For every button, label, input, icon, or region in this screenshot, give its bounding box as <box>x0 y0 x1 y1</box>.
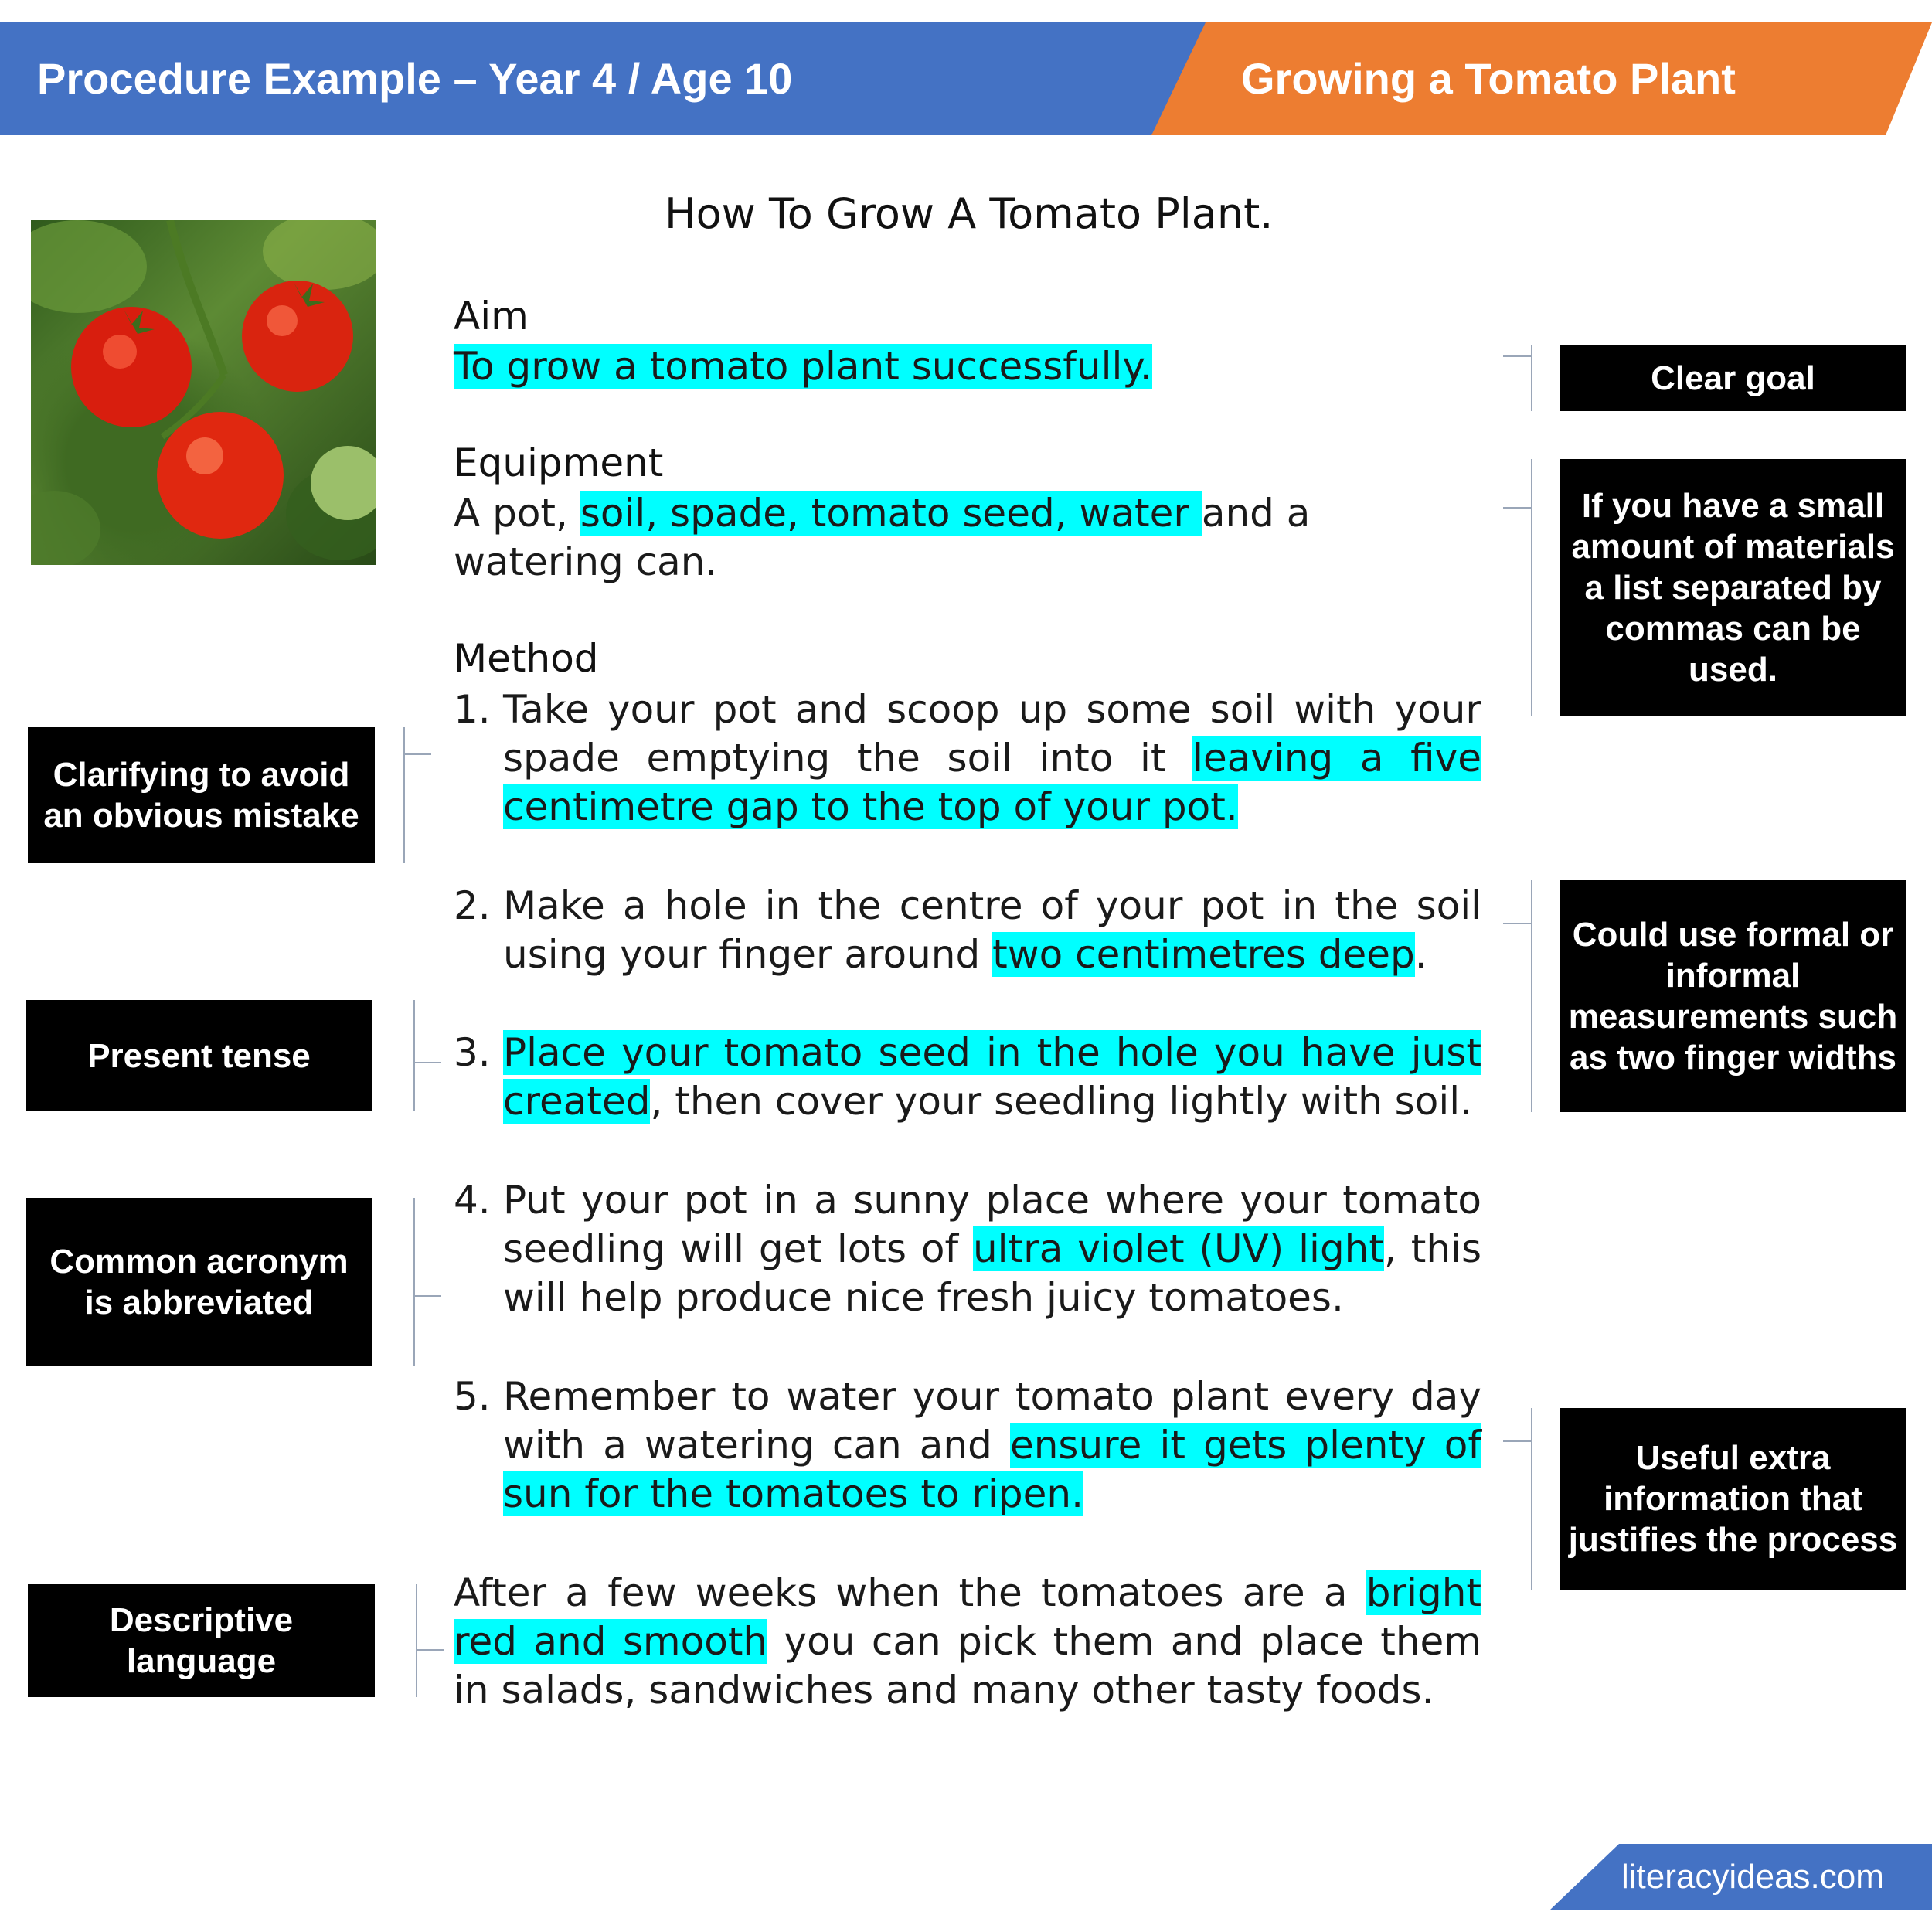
annotation-bracket <box>1503 880 1532 1112</box>
procedure-example-title: Procedure Example – Year 4 / Age 10 <box>37 54 793 103</box>
annotation-connector <box>403 753 431 755</box>
annotation-bracket <box>1503 1408 1532 1590</box>
conclusion-text-end: you can pick them and place them in salads, sandwiches and many other tasty foods. <box>454 1619 1481 1713</box>
tomato-photo <box>31 220 376 565</box>
annotation-connector <box>416 1649 444 1651</box>
conclusion-highlight: bright red and smooth <box>454 1570 1481 1664</box>
annotation-connector <box>1503 923 1531 924</box>
annotation-connector <box>1503 1440 1531 1442</box>
step-highlight: leaving a five centimetre gap to the top of your pot. <box>503 736 1481 829</box>
site-link[interactable]: literacyideas.com <box>1621 1858 1884 1896</box>
aim-heading: Aim <box>454 294 529 338</box>
annotation-bracket <box>413 1000 443 1111</box>
equipment-text <box>454 489 1481 587</box>
step-text: Remember to water your tomato plant every day with a watering can and <box>503 1374 1481 1468</box>
step-text: Take your pot and scoop up some soil with your spade emptying the soil into it <box>503 687 1481 781</box>
step-text-end: , this will help produce nice fresh juicy tomatoes. <box>503 1226 1481 1320</box>
annotation-bracket <box>413 1198 443 1366</box>
step-text: Put your pot in a sunny place where your tomato seedling will get lots of <box>503 1178 1481 1271</box>
annotation-connector <box>413 1062 441 1063</box>
annotation-bracket <box>1503 459 1532 716</box>
topic-title: Growing a Tomato Plant <box>1241 54 1736 103</box>
annotation-present-tense: Present tense <box>26 1000 372 1111</box>
annotation-bracket <box>416 1584 445 1697</box>
annotation-bracket <box>1503 345 1532 411</box>
step-text-end: , then cover your seedling lightly with soil. <box>650 1079 1472 1124</box>
method-step <box>454 1029 1481 1126</box>
step-text: Make a hole in the centre of your pot in the soil using your finger around <box>503 883 1481 977</box>
annotation-bracket <box>403 727 433 863</box>
step-text-end: . <box>1414 932 1427 977</box>
annotation-connector <box>1503 355 1531 357</box>
annotation-clarifying: Clarifying to avoid an obvious mistake <box>28 727 375 863</box>
annotation-descriptive: Descriptive language <box>28 1584 375 1697</box>
conclusion-text-start: After a few weeks when the tomatoes are a <box>454 1570 1366 1615</box>
step-highlight: ensure it gets plenty of sun for the tomatoes to ripen. <box>503 1423 1481 1516</box>
method-step <box>454 1372 1481 1519</box>
step-number: 2. <box>454 883 491 928</box>
document-title: How To Grow A Tomato Plant. <box>665 189 1274 238</box>
aim-highlight: To grow a tomato plant successfully. <box>454 344 1152 389</box>
equipment-heading: Equipment <box>454 440 664 485</box>
method-step <box>454 1176 1481 1322</box>
annotation-measurements: Could use formal or informal measurements such as two finger widths <box>1560 880 1906 1112</box>
equipment-text-start: A pot, <box>454 491 580 536</box>
annotation-extra-info: Useful extra information that justifies the process <box>1560 1408 1906 1590</box>
step-highlight: ultra violet (UV) light <box>972 1226 1384 1271</box>
step-number: 1. <box>454 687 491 732</box>
step-highlight: Place your tomato seed in the hole you have just created <box>503 1030 1481 1124</box>
annotation-clear-goal: Clear goal <box>1560 345 1906 411</box>
step-highlight: two centimetres deep <box>992 932 1415 977</box>
method-heading: Method <box>454 636 599 681</box>
conclusion-text <box>454 1569 1481 1715</box>
annotation-list-commas: If you have a small amount of materials a list separated by commas can be used. <box>1560 459 1906 716</box>
aim-text <box>454 342 1481 391</box>
equipment-text-end: and a watering can. <box>454 491 1311 584</box>
equipment-highlight: soil, spade, tomato seed, water <box>580 491 1202 536</box>
annotation-acronym: Common acronym is abbreviated <box>26 1198 372 1366</box>
annotation-connector <box>413 1295 441 1297</box>
step-number: 4. <box>454 1178 491 1223</box>
step-number: 5. <box>454 1374 491 1419</box>
method-step <box>454 882 1481 979</box>
annotation-connector <box>1503 507 1531 509</box>
method-step <box>454 685 1481 832</box>
step-number: 3. <box>454 1030 491 1075</box>
